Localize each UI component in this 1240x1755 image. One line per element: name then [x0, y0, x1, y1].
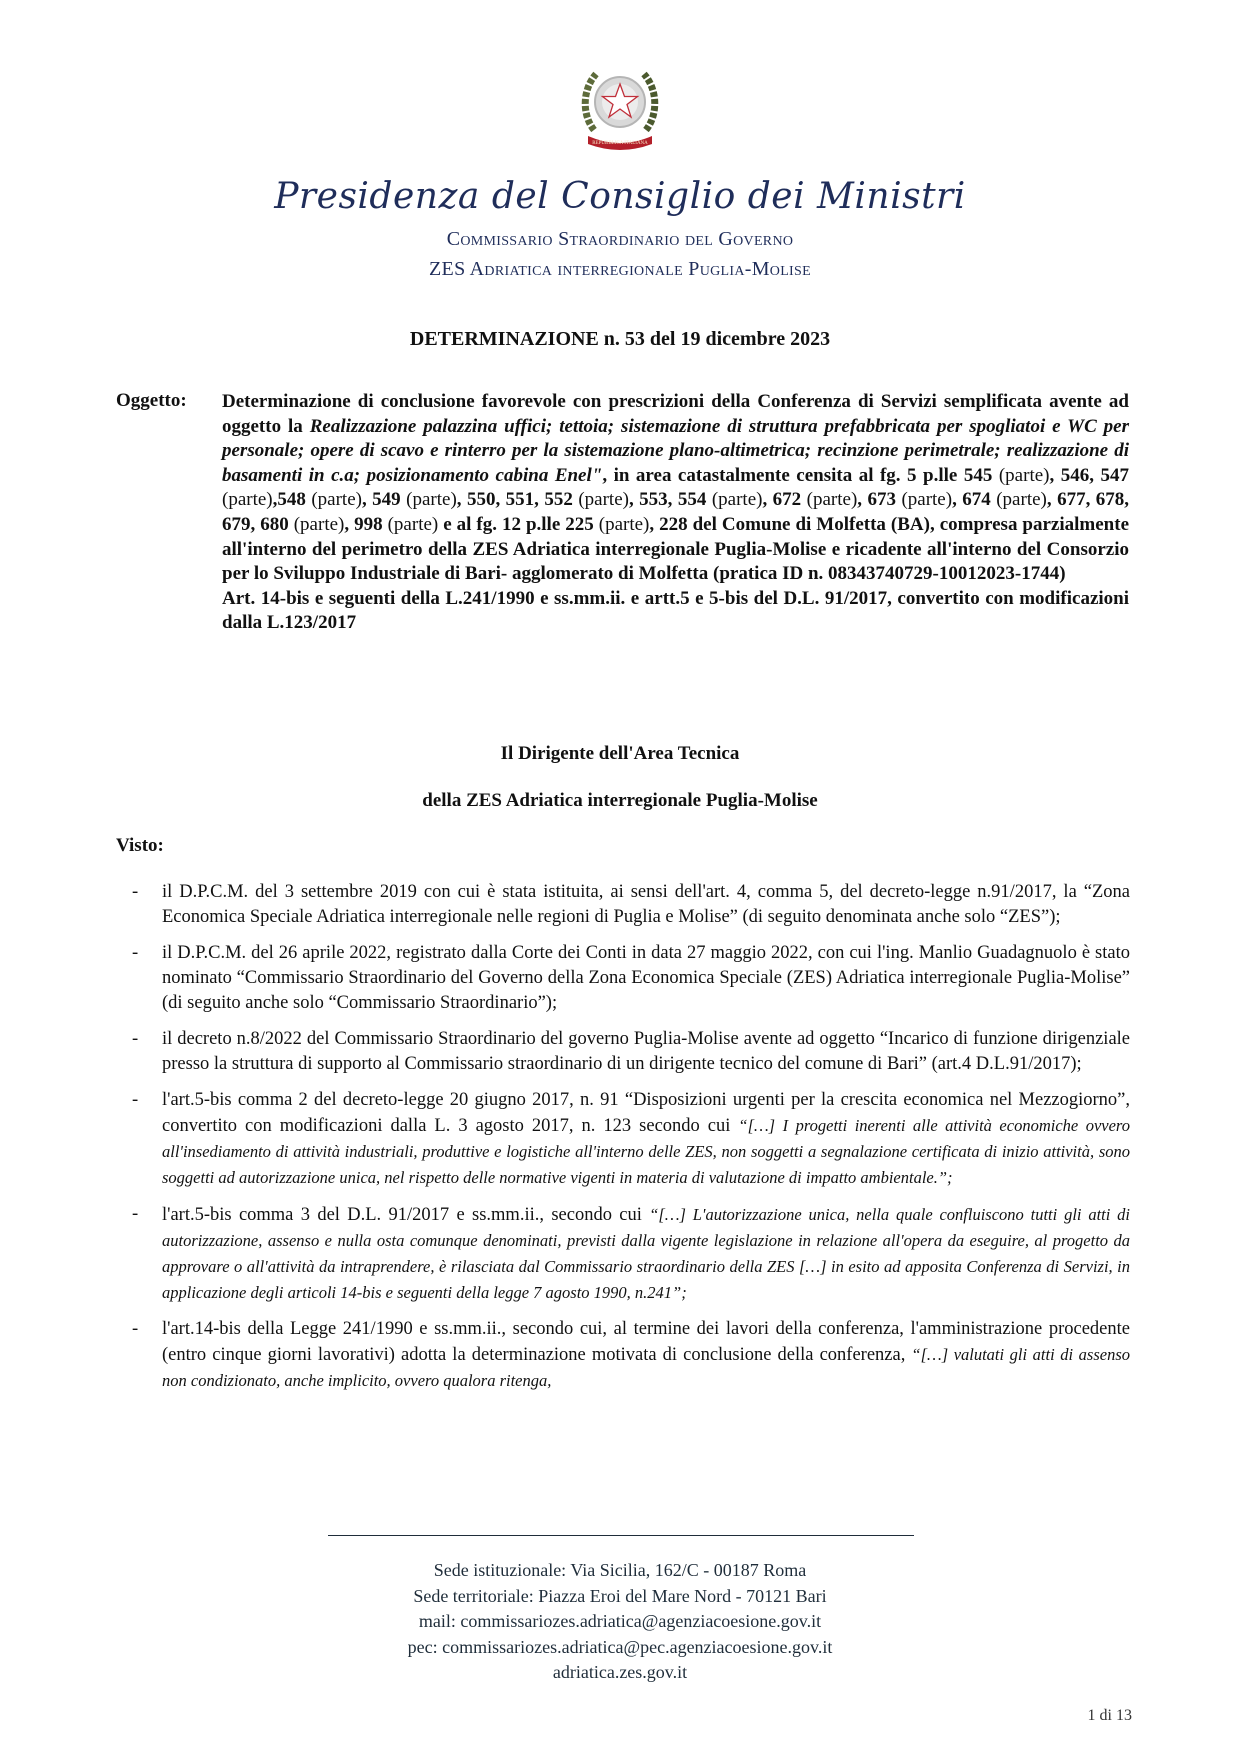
parcel-number: , 546, 547 — [1049, 464, 1129, 486]
presidenza-heading: Presidenza del Consiglio dei Ministri — [274, 176, 966, 217]
parcel-number: ,548 — [272, 489, 312, 511]
footer-website[interactable]: adriatica.zes.gov.it — [552, 1662, 688, 1682]
document-title: DETERMINAZIONE n. 53 del 19 dicembre 2023 — [409, 328, 831, 350]
parcel-partial-note: (parte) — [998, 464, 1050, 486]
list-item-quote: “[…] L'autorizzazione unica, nella quale confluiscono tutti gli atti di autorizzazione, assenso e nulla osta comunque denominati, previsti dalla vigente legislazione in relazione all'opera da eseguire, al progetto da approvare o all'attività da intraprendere, è rilasciata dal Commissario straordinario della ZES […] in esito ad apposita Conferenza di Servizi, in applicazione degli articoli 14-bis e seguenti della legge 7 agosto 1990, n.241”; — [162, 1205, 1130, 1302]
parcel-number: e al fg. 12 p.lle 225 — [438, 513, 599, 535]
parcel-partial-note: (parte) — [578, 489, 629, 511]
parcel-number: , 677, 678, 679, 680 — [222, 489, 1130, 535]
footer — [0, 1558, 1240, 1686]
list-item-text: l'art.14-bis della Legge 241/1990 e ss.mm.ii., secondo cui, al termine dei lavori della conferenza, l'amministrazione procedente (entro cinque giorni lavorativi) adotta la determinazione motivata di conclusione della conferenza, — [162, 1319, 1130, 1365]
parcel-partial-note: (parte) — [222, 489, 273, 511]
parcel-partial-note: (parte) — [293, 513, 345, 535]
oggetto-body — [222, 390, 1129, 636]
italian-republic-emblem-icon — [580, 60, 660, 152]
parcel-partial-note: (parte) — [406, 489, 457, 511]
list-item — [130, 1202, 1130, 1306]
emblem-ribbon-text: REPUBBLICA ITALIANA — [592, 141, 648, 146]
list-dash: - — [132, 1319, 139, 1339]
parcel-number: , 998 — [344, 513, 388, 535]
parcel-partial-note: (parte) — [387, 513, 439, 535]
parcel-partial-note: (parte) — [996, 489, 1047, 511]
parcel-number: , 549 — [361, 489, 407, 511]
parcel-partial-note: (parte) — [598, 513, 650, 535]
parcel-number: , 672 — [762, 489, 807, 511]
list-item-text: l'art.5-bis comma 2 del decreto-legge 20 giugno 2017, n. 91 “Disposizioni urgenti per la crescita economica nel Mezzogiorno”, convertito con modificazioni dalla L. 3 agosto 2017, n. 123 secondo cui — [162, 1090, 1130, 1136]
list-item-quote: “[…] I progetti inerenti alle attività economiche ovvero all'insediamento di attività industriali, produttive e logistiche all'interno delle ZES, non soggetti a segnalazione certificata di inizio attività, sono soggetti ad autorizzazione unica, nel rispetto delle normative vigenti in materia di valutazione di impatto ambientale.”; — [162, 1116, 1130, 1187]
list-dash: - — [132, 943, 139, 963]
list-item-text: il decreto n.8/2022 del Commissario Straordinario del governo Puglia-Molise avente ad oggetto “Incarico di funzione dirigenziale presso la struttura di supporto al Commissario straordinario di un dirigente tecnico del comune di Bari” (art.4 D.L.91/2017); — [162, 1029, 1130, 1074]
list-item-quote: “[…] valutati gli atti di assenso non condizionato, anche implicito, ovvero qualora ritenga, — [162, 1345, 1130, 1390]
list-item — [130, 941, 1130, 1016]
list-item — [130, 1027, 1130, 1077]
list-item-text: il D.P.C.M. del 3 settembre 2019 con cui è stata istituita, ai sensi dell'art. 4, comma 5, del decreto-legge n.91/2017, la “Zona Economica Speciale Adriatica interregionale nelle regioni di Puglia e Molise” (di seguito denominata anche solo “ZES”); — [162, 882, 1130, 927]
oggetto-label: Oggetto: — [116, 390, 187, 411]
oggetto-legal-reference: Art. 14-bis e seguenti della L.241/1990 e ss.mm.ii. e artt.5 e 5-bis del D.L. 91/2017, convertito con modificazioni dalla L.123/2017 — [222, 587, 1129, 634]
parcel-number: , 553, 554 — [628, 489, 712, 511]
footer-sede-istituzionale: Sede istituzionale: Via Sicilia, 162/C - 00187 Roma — [433, 1560, 807, 1580]
parcel-number: , 550, 551, 552 — [456, 489, 579, 511]
visto-list — [130, 880, 1130, 1405]
list-item — [130, 1317, 1130, 1394]
list-item-text: il D.P.C.M. del 26 aprile 2022, registrato dalla Corte dei Conti in data 27 maggio 2022, con cui l'ing. Manlio Guadagnuolo è stato nominato “Commissario Straordinario del Governo della Zona Economica Speciale (ZES) Adriatica interregionale Puglia-Molise” (di seguito anche solo “Commissario Straordinario”); — [162, 943, 1130, 1013]
parcel-partial-note: (parte) — [711, 489, 763, 511]
commissario-heading: Commissario Straordinario del Governo — [446, 228, 794, 250]
list-dash: - — [132, 1029, 139, 1049]
visto-label: Visto: — [116, 835, 164, 856]
dirigente-heading: Il Dirigente dell'Area Tecnica — [500, 743, 740, 764]
list-item — [130, 1088, 1130, 1191]
footer-pec[interactable]: pec: commissariozes.adriatica@pec.agenziacoesione.gov.it — [407, 1636, 833, 1657]
list-dash: - — [132, 882, 139, 902]
list-dash: - — [132, 1090, 139, 1110]
parcel-number: , 673 — [857, 489, 902, 511]
list-dash: - — [132, 1204, 139, 1224]
della-zes-heading: della ZES Adriatica interregionale Puglia-Molise — [422, 790, 818, 811]
oggetto-text-3: , 228 del Comune di Molfetta (BA), compresa parzialmente all'interno del perimetro della ZES Adriatica interregionale Puglia-Molise e ricadente all'interno del Consorzio per lo Sviluppo Industriale di Bari- agglomerato di Molfetta (pratica ID n. 08343740729-10012023-1744) — [222, 513, 1130, 585]
oggetto-text-2: , in area catastalmente censita al fg. 5 p.lle 545 — [602, 464, 999, 486]
parcel-partial-note: (parte) — [311, 489, 362, 511]
footer-mail[interactable]: mail: commissariozes.adriatica@agenziacoesione.gov.it — [418, 1611, 822, 1631]
oggetto-text-1: Determinazione di conclusione favorevole con prescrizioni della Conferenza di Servizi semplificata avente ad oggetto la — [222, 391, 1129, 437]
list-item — [130, 880, 1130, 930]
zes-heading: ZES Adriatica interregionale Puglia-Molise — [429, 258, 811, 280]
page-number: 1 di 13 — [1087, 1707, 1132, 1724]
list-item-text: l'art.5-bis comma 3 del D.L. 91/2017 e ss.mm.ii., secondo cui — [162, 1205, 650, 1225]
footer-divider — [328, 1535, 914, 1536]
oggetto-italic-title: Realizzazione palazzina uffici; tettoia; sistemazione di struttura prefabbricata per spogliatoi e WC per personale; opere di scavo e rinterro per la sistemazione plano-altimetrica; recinzione perimetrale; realizzazione di basamenti in c.a; posizionamento cabina Enel" — [222, 415, 1129, 486]
footer-sede-territoriale: Sede territoriale: Piazza Eroi del Mare Nord - 70121 Bari — [413, 1585, 827, 1606]
parcel-partial-note: (parte) — [901, 489, 953, 511]
parcel-partial-note: (parte) — [806, 489, 858, 511]
parcel-number: , 674 — [952, 489, 997, 511]
